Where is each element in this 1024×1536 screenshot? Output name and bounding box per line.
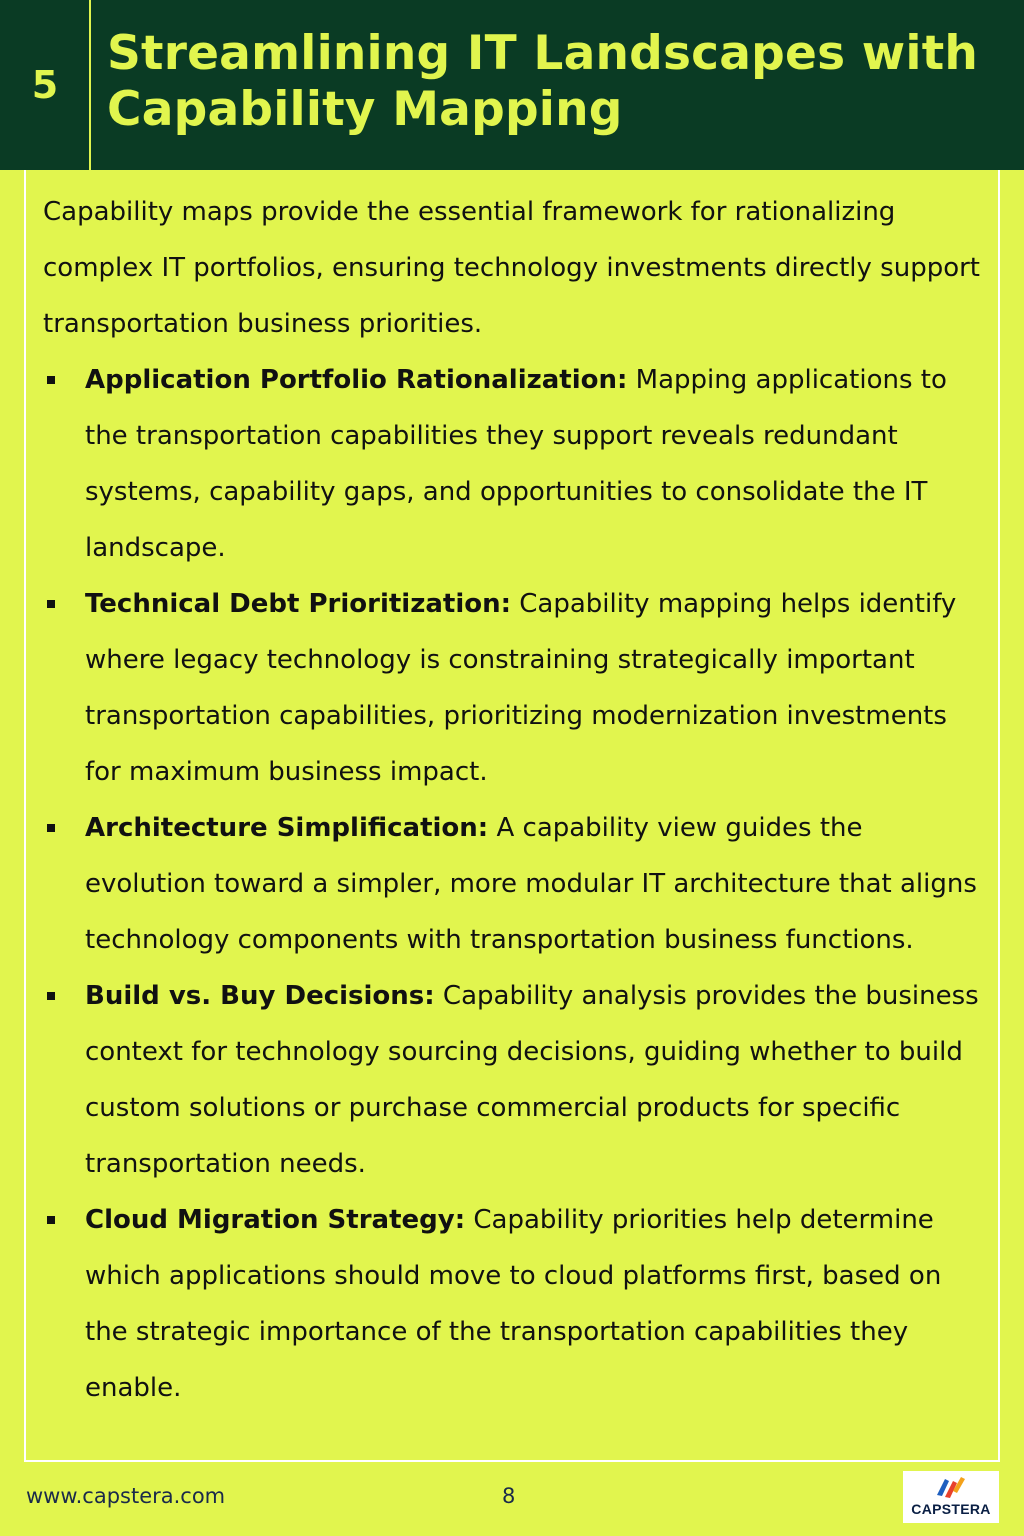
page-header (0, 0, 1024, 170)
logo-text: CAPSTERA (911, 1501, 991, 1517)
bullet-title: Application Portfolio Rationalization: (85, 365, 628, 395)
page-title: Streamlining IT Landscapes with Capability Mapping (107, 26, 979, 137)
square-bullet-icon (47, 600, 55, 608)
square-bullet-icon (47, 824, 55, 832)
bullet-text: Mapping applications to the transportation capabilities they support reveals redundant systems, capability gaps, and opportunities to consolidate the IT landscape. (85, 365, 947, 563)
capstera-logo (903, 1471, 999, 1523)
website-link[interactable]: www.capstera.com (26, 1484, 226, 1508)
bullet-title: Technical Debt Prioritization: (85, 589, 512, 619)
capstera-logo-icon (931, 1475, 971, 1501)
bullet-title: Build vs. Buy Decisions: (85, 981, 435, 1011)
page-number: 8 (502, 1484, 516, 1508)
square-bullet-icon (47, 376, 55, 384)
square-bullet-icon (47, 1216, 55, 1224)
bullet-title: Cloud Migration Strategy: (85, 1205, 466, 1235)
bullet-title: Architecture Simplification: (85, 813, 489, 843)
bullet-list (43, 352, 983, 1416)
content-body (43, 184, 983, 1416)
square-bullet-icon (47, 992, 55, 1000)
intro-paragraph: Capability maps provide the essential framework for rationalizing complex IT portfolios, ensuring technology investments directly support transportation business priorities. (43, 197, 981, 339)
list-item (43, 1192, 983, 1416)
bullet-text: A capability view guides the evolution toward a simpler, more modular IT architecture that aligns technology components with transportation business functions. (85, 813, 977, 955)
bullet-text: Capability priorities help determine which applications should move to cloud platforms first, based on the strategic importance of the transportation capabilities they enable. (85, 1205, 942, 1403)
header-divider (89, 0, 91, 170)
list-item (43, 352, 983, 576)
list-item (43, 800, 983, 968)
list-item (43, 576, 983, 800)
bullet-text: Capability analysis provides the business context for technology sourcing decisions, guiding whether to build custom solutions or purchase commercial products for specific transportation needs. (85, 981, 979, 1179)
list-item (43, 968, 983, 1192)
section-number: 5 (31, 63, 59, 107)
bullet-text: Capability mapping helps identify where legacy technology is constraining strategically important transportation capabilities, prioritizing modernization investments for maximum business impact. (85, 589, 957, 787)
